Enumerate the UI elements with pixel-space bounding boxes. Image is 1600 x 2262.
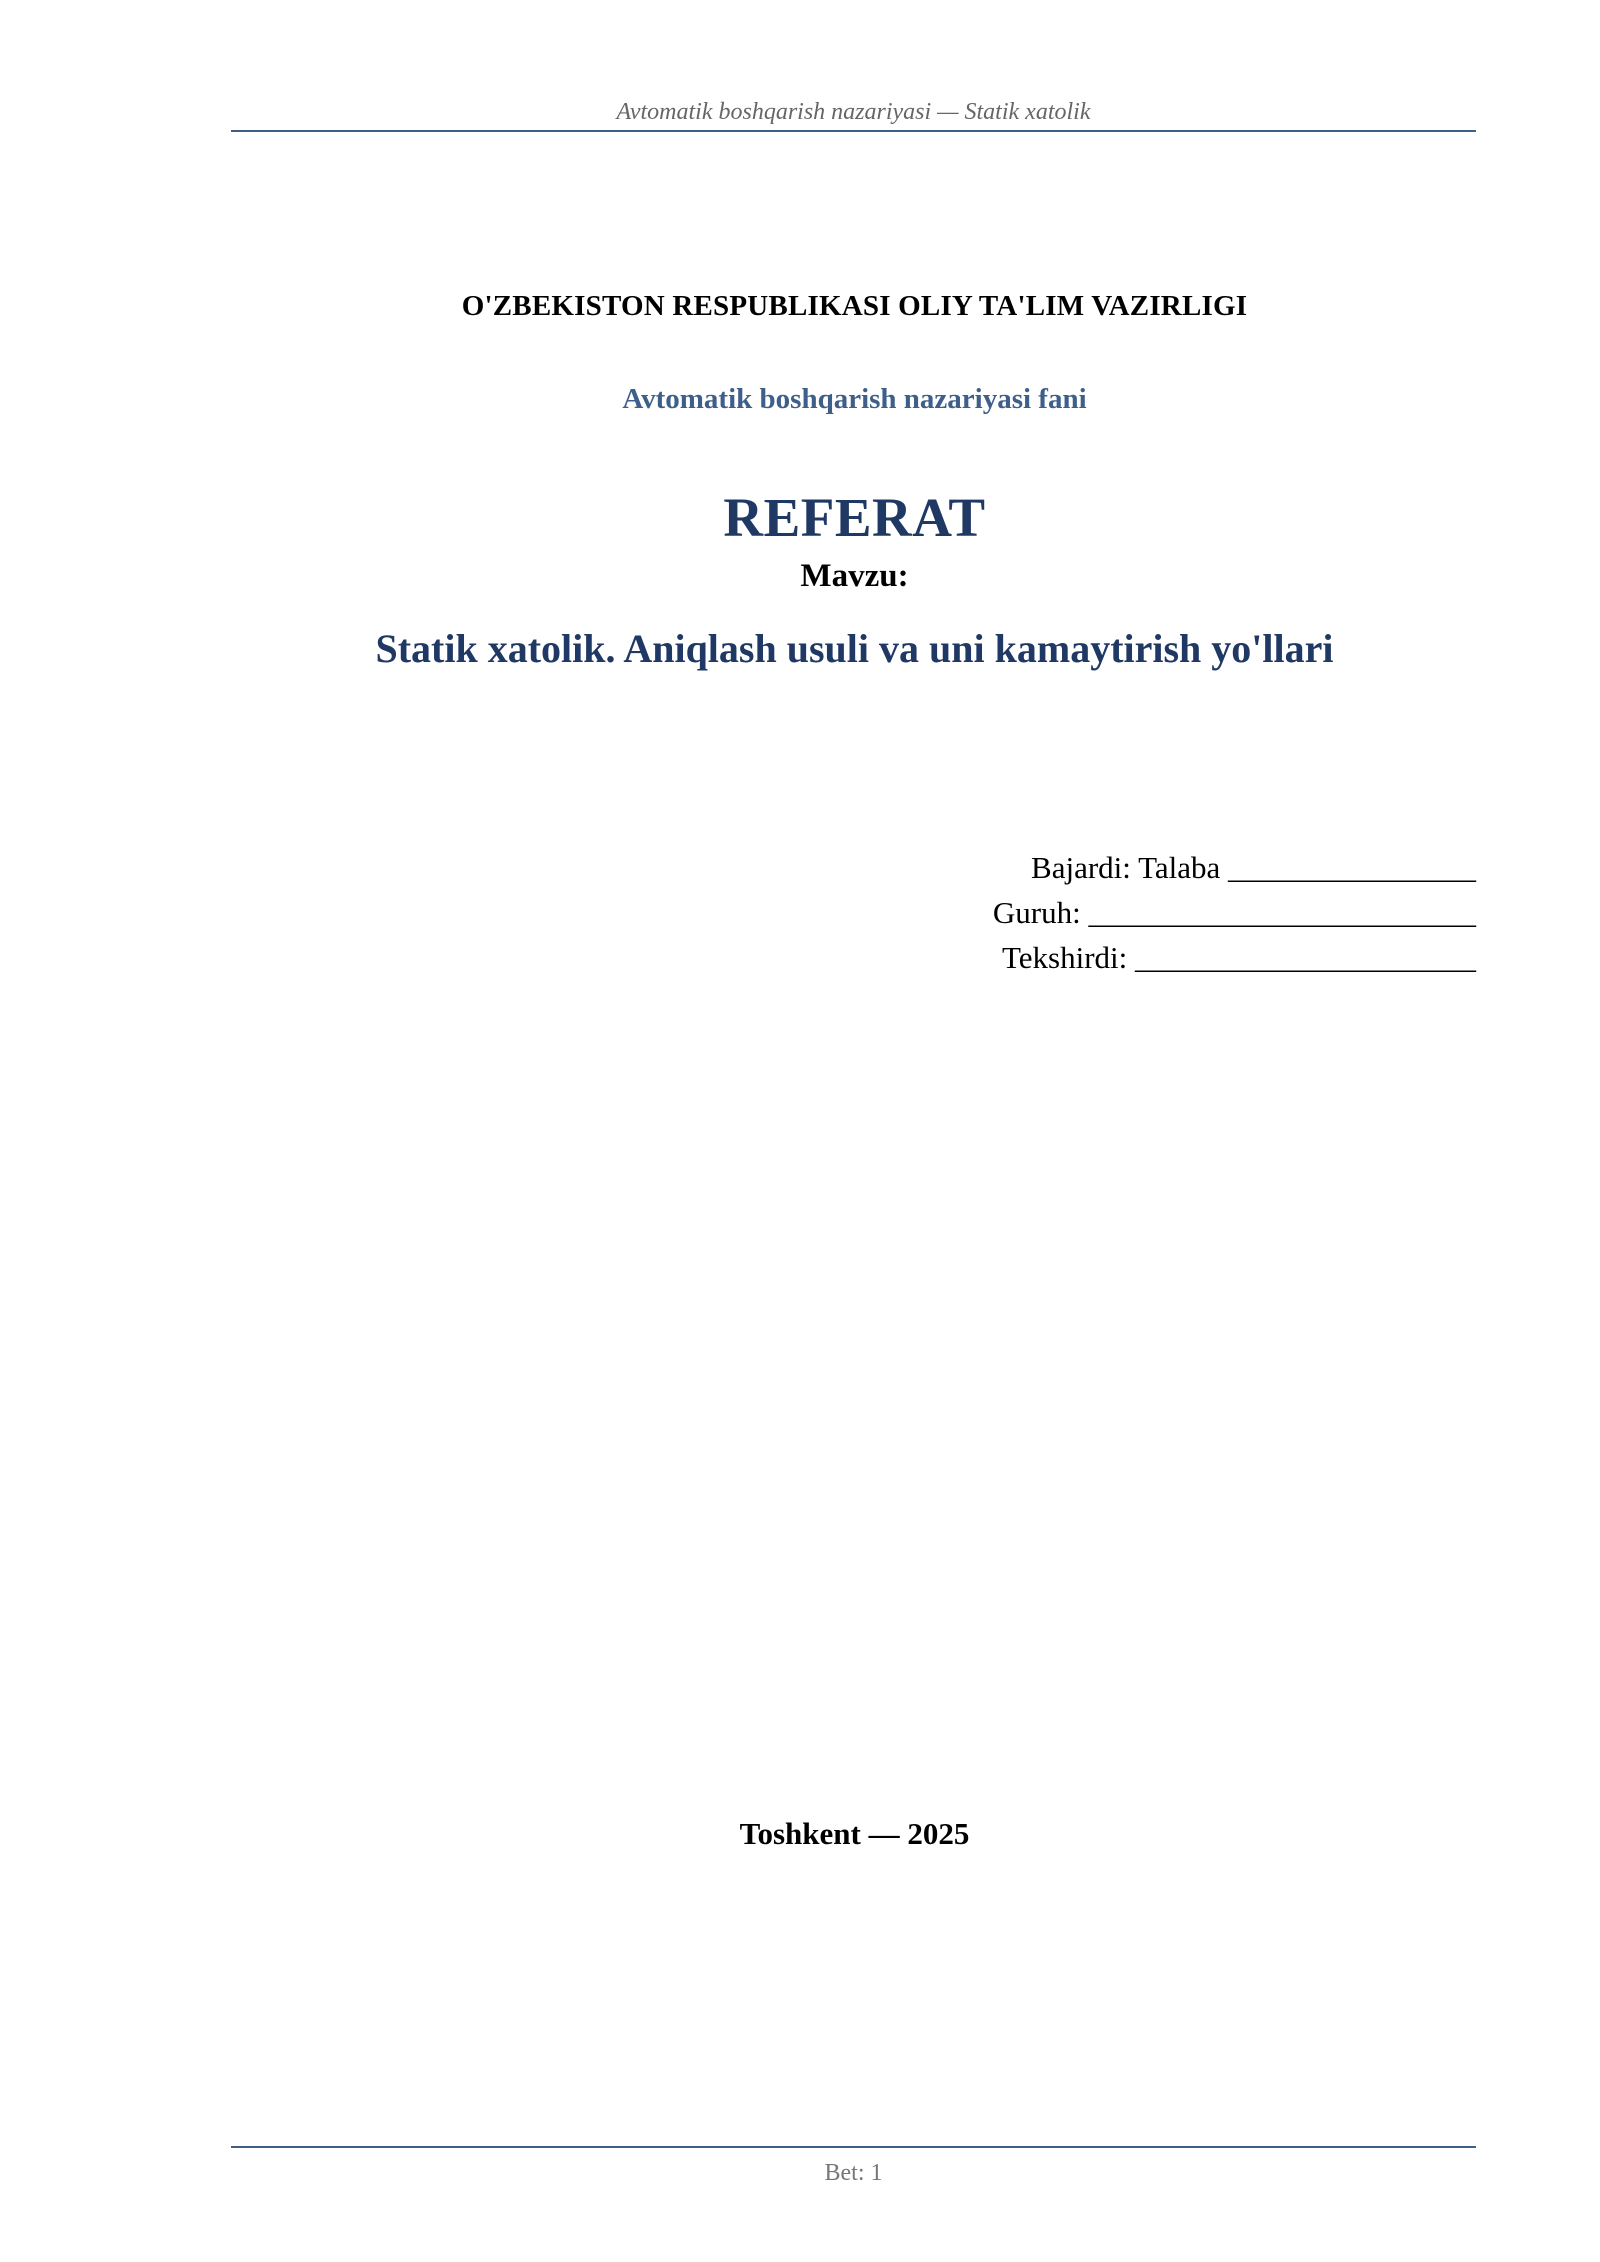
topic-label: Mavzu: (800, 558, 909, 594)
topic-title: Statik xatolik. Aniqlash usuli va uni kamaytirish yo'llari (375, 626, 1334, 671)
ministry-name: O'ZBEKISTON RESPUBLIKASI OLIY TA'LIM VAZIRLIGI (461, 290, 1248, 322)
course-name: Avtomatik boshqarish nazariyasi fani (622, 383, 1087, 415)
page-number: Bet: 1 (824, 2160, 883, 2186)
running-title: Avtomatik boshqarish nazariyasi — Statik xatolik (616, 99, 1091, 125)
group-line: Guruh: _________________________ (992, 895, 1476, 930)
checked-by-line: Tekshirdi: ______________________ (1001, 940, 1476, 975)
page-header (231, 94, 1476, 132)
performed-by-line: Bajardi: Talaba ________________ (1031, 850, 1476, 885)
signature-block (993, 845, 1476, 980)
document-type-title: REFERAT (723, 487, 986, 548)
city-year: Toshkent — 2025 (739, 1816, 970, 1851)
page-footer (231, 2146, 1476, 2187)
